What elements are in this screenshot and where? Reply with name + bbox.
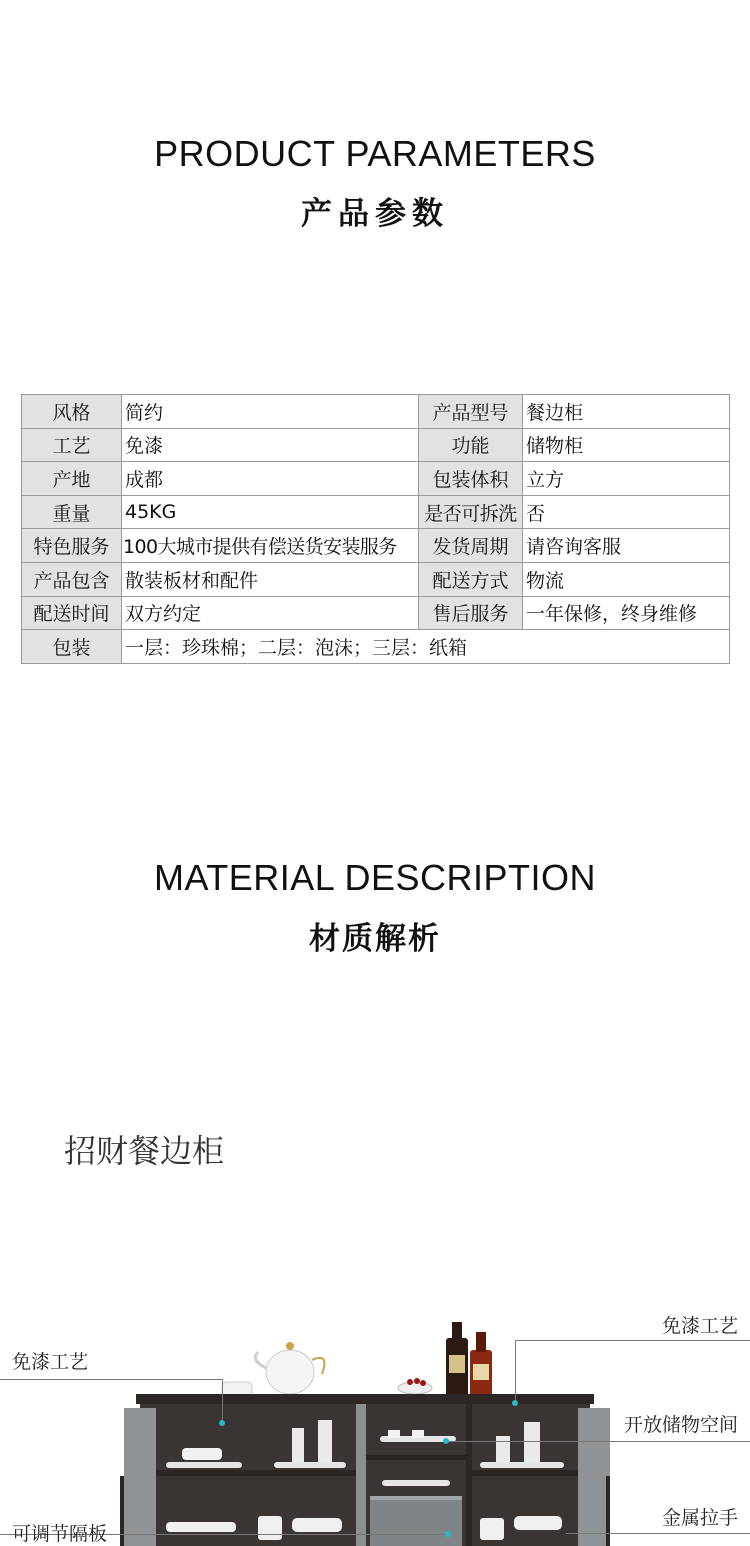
annotation-dot: [443, 1438, 449, 1444]
param-value: 免漆: [122, 428, 419, 462]
material-title-en: MATERIAL DESCRIPTION: [153, 857, 597, 898]
table-row: [22, 596, 730, 630]
param-key: 产品包含: [22, 562, 122, 596]
param-key: 发货周期: [419, 529, 523, 563]
annotation-line: [446, 1441, 750, 1442]
parameters-title-en: PRODUCT PARAMETERS: [154, 133, 596, 174]
param-value: 简约: [122, 395, 419, 429]
param-key: 风格: [22, 395, 122, 429]
param-key: 产地: [22, 462, 122, 496]
annotation-dot: [219, 1420, 225, 1426]
annotation-line: [222, 1379, 223, 1423]
param-key: 特色服务: [22, 529, 122, 563]
table-row: [22, 428, 730, 462]
table-row: [22, 495, 730, 529]
param-key: 包装: [22, 630, 122, 664]
param-value: 立方: [523, 462, 730, 496]
param-value: 100大城市提供有偿送货安装服务: [122, 529, 419, 563]
annotation-label: 免漆工艺: [661, 1315, 738, 1337]
param-value: 餐边柜: [523, 395, 730, 429]
annotation-line: [515, 1340, 516, 1404]
param-value: 双方约定: [122, 596, 419, 630]
table-row: [22, 395, 730, 429]
param-value: 物流: [523, 562, 730, 596]
param-key: 配送方式: [419, 562, 523, 596]
table-row: [22, 562, 730, 596]
param-value: 一层：珍珠棉；二层：泡沫；三层：纸箱: [122, 630, 730, 664]
param-key: 重量: [22, 495, 122, 529]
param-key: 售后服务: [419, 596, 523, 630]
annotation-line: [0, 1379, 222, 1380]
parameters-table: [21, 394, 730, 664]
annotation-label: 金属拉手: [661, 1507, 738, 1529]
material-title-cn: 材质解析: [309, 921, 441, 957]
parameters-title-cn: 产品参数: [301, 196, 449, 232]
param-value: 储物柜: [523, 428, 730, 462]
param-key: 产品型号: [419, 395, 523, 429]
param-value: 成都: [122, 462, 419, 496]
product-subtitle: 招财餐边柜: [64, 1132, 225, 1170]
param-value: 否: [523, 495, 730, 529]
annotation-label: 可调节隔板: [12, 1523, 108, 1545]
table-row: [22, 630, 730, 664]
product-image: [0, 1290, 750, 1546]
param-key: 配送时间: [22, 596, 122, 630]
param-key: 是否可拆洗: [419, 495, 523, 529]
annotation-label: 开放储物空间: [623, 1414, 738, 1436]
param-value: 散装板材和配件: [122, 562, 419, 596]
sideboard-cabinet: [124, 1394, 610, 1546]
bottle-icon: [446, 1322, 492, 1400]
param-key: 包装体积: [419, 462, 523, 496]
param-value: 一年保修，终身维修: [523, 596, 730, 630]
annotation-dot: [445, 1531, 451, 1537]
teapot-icon: [222, 1342, 432, 1396]
param-value: 45KG: [122, 495, 419, 529]
table-row: [22, 462, 730, 496]
param-key: 工艺: [22, 428, 122, 462]
annotation-dot: [512, 1400, 518, 1406]
annotation-label: 免漆工艺: [12, 1351, 89, 1373]
param-value: 请咨询客服: [523, 529, 730, 563]
annotation-line: [515, 1340, 750, 1341]
param-key: 功能: [419, 428, 523, 462]
table-row: [22, 529, 730, 563]
annotation-line: [566, 1533, 750, 1534]
